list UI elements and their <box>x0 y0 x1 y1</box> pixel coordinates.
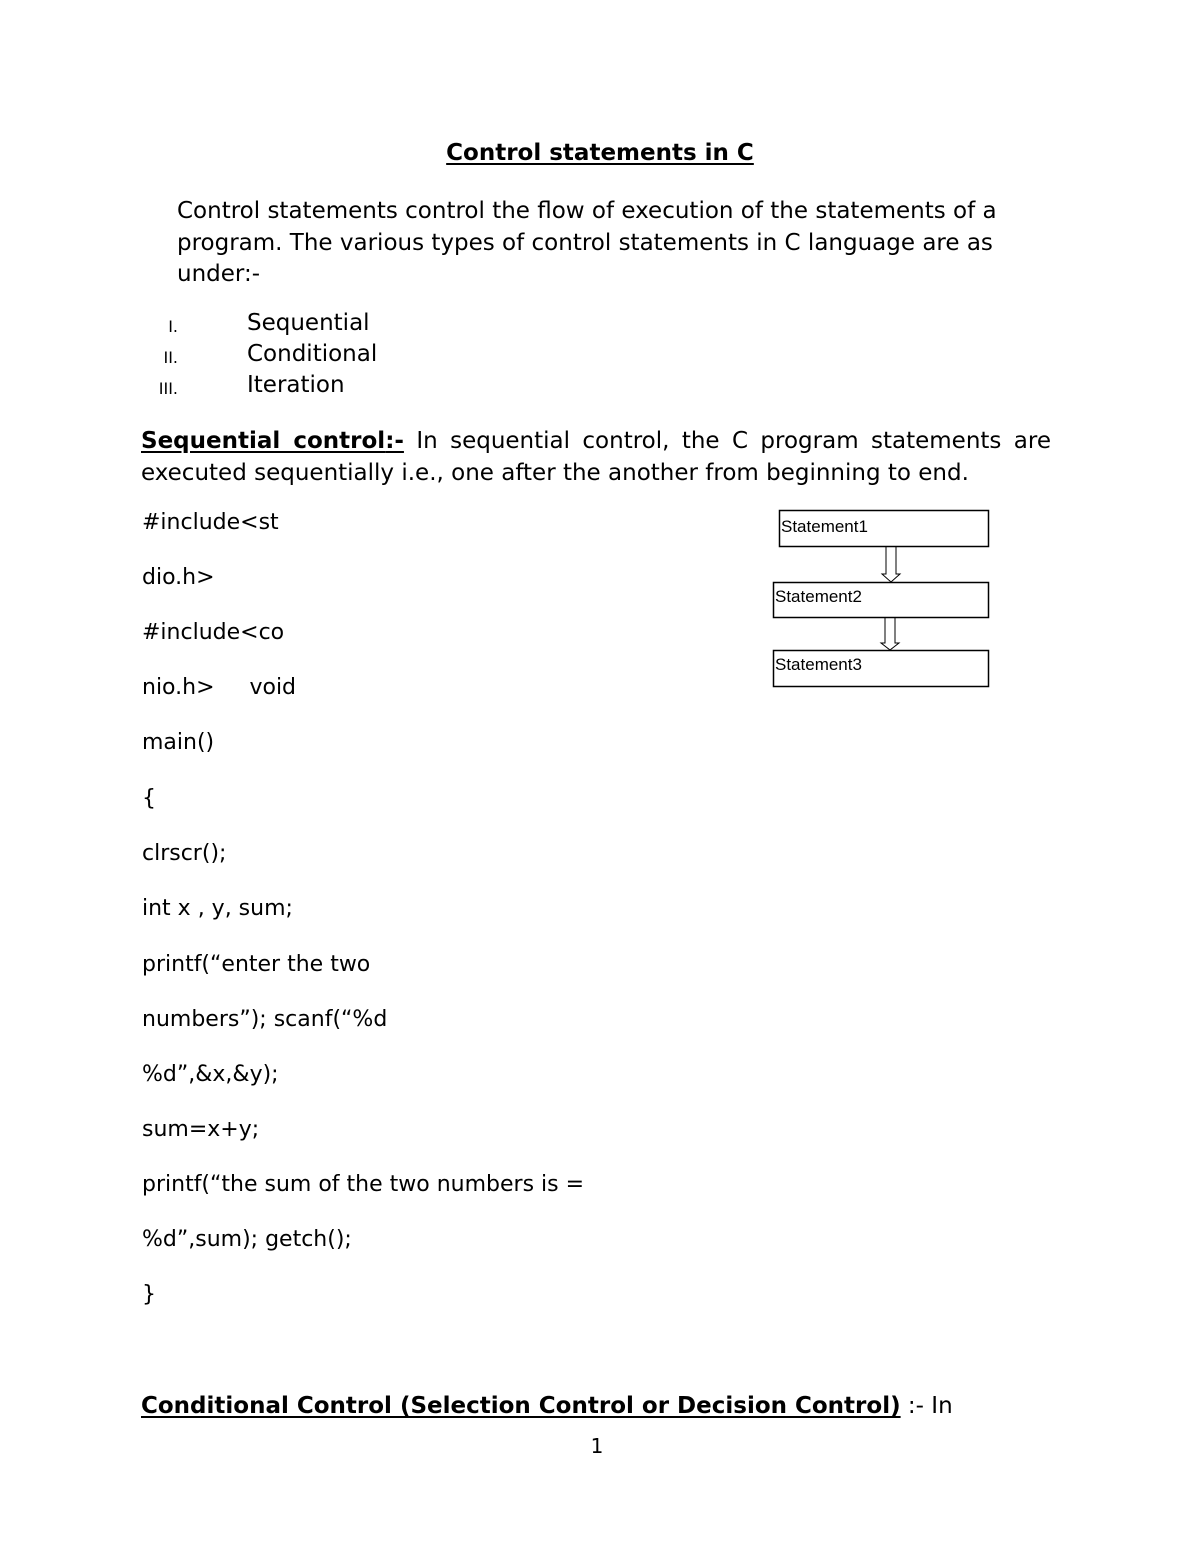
sequential-heading: Sequential control <box>141 428 386 454</box>
flow-box-label: Statement3 <box>775 655 862 674</box>
sequential-separator: :- <box>385 428 404 454</box>
list-number: II. <box>163 348 178 367</box>
conditional-heading: Conditional Control (Selection Control or Decision Control) <box>141 1393 901 1419</box>
code-line: sum=x+y; <box>142 1117 260 1142</box>
list-item-iteration: Iteration <box>247 372 345 398</box>
flow-arrow-1 <box>882 547 900 582</box>
flow-box-label: Statement2 <box>775 587 862 606</box>
flow-arrow-2 <box>881 618 899 650</box>
flow-box-2 <box>774 583 989 618</box>
sequential-flowchart <box>770 505 995 695</box>
sequential-paragraph <box>141 426 1051 489</box>
flow-box-1 <box>780 511 989 547</box>
flow-box-label: Statement1 <box>781 517 868 536</box>
code-line: numbers”); scanf(“%d <box>142 1007 388 1032</box>
code-line: main() <box>142 730 215 755</box>
code-line: nio.h> void <box>142 675 297 700</box>
sequential-text: In sequential control, the C program statements are executed sequentially i.e., one after the another from beginning to end. <box>141 428 1051 486</box>
code-line: dio.h> <box>142 565 215 590</box>
code-line: { <box>142 786 156 811</box>
list-number: I. <box>168 317 178 336</box>
list-number: III. <box>158 379 178 398</box>
conditional-line <box>141 1393 953 1419</box>
code-line: } <box>142 1282 156 1307</box>
code-line: %d”,sum); getch(); <box>142 1227 352 1252</box>
intro-paragraph: Control statements control the flow of execution of the statements of a program. The various types of control statements in C language are as under:- <box>177 198 997 287</box>
code-line: clrscr(); <box>142 841 227 866</box>
code-line: int x , y, sum; <box>142 896 293 921</box>
list-item-conditional: Conditional <box>247 341 378 367</box>
page-title: Control statements in C <box>446 140 754 166</box>
conditional-text: :- In <box>900 1393 953 1419</box>
code-line: %d”,&x,&y); <box>142 1062 279 1087</box>
flow-box-3 <box>774 651 989 687</box>
page-number: 1 <box>590 1434 604 1458</box>
list-item-sequential: Sequential <box>247 310 370 336</box>
code-line: #include<st <box>142 510 279 535</box>
code-line: #include<co <box>142 620 285 645</box>
code-line: printf(“enter the two <box>142 952 371 977</box>
code-line: printf(“the sum of the two numbers is = <box>142 1172 585 1197</box>
